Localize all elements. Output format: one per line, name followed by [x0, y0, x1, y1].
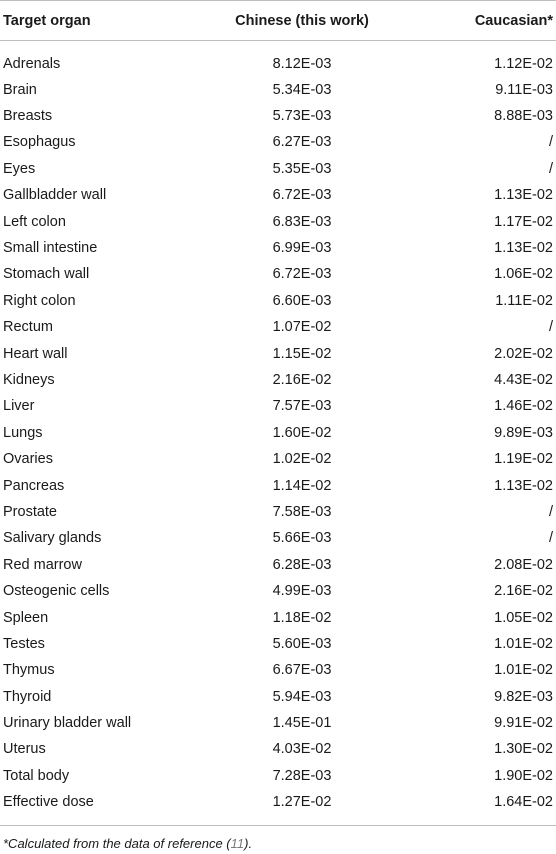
header-row: [0, 1, 556, 41]
cell-target-organ: Stomach wall: [3, 266, 90, 283]
header-chinese: Chinese (this work): [235, 12, 369, 29]
table-row: [0, 235, 556, 261]
cell-chinese-value: 7.28E-03: [272, 767, 332, 784]
cell-caucasian-value: 1.13E-02: [494, 477, 553, 494]
cell-chinese-value: 8.12E-03: [272, 55, 332, 72]
table-row: [0, 340, 556, 366]
cell-target-organ: Rectum: [3, 319, 53, 336]
table-row: [0, 182, 556, 208]
cell-target-organ: Thymus: [3, 662, 55, 679]
cell-chinese-value: 6.28E-03: [272, 556, 332, 573]
cell-caucasian-value: 1.06E-02: [494, 266, 553, 283]
table-row: [0, 789, 556, 815]
cell-caucasian-value: 2.02E-02: [494, 345, 553, 362]
table-footnote: [0, 826, 556, 851]
footnote-prefix: *Calculated from the data of reference (: [3, 836, 231, 852]
cell-target-organ: Ovaries: [3, 451, 53, 468]
footnote-suffix: ).: [244, 836, 253, 852]
cell-caucasian-value: 9.82E-03: [494, 688, 553, 705]
cell-target-organ: Breasts: [3, 108, 53, 125]
cell-target-organ: Pancreas: [3, 477, 65, 494]
cell-target-organ: Gallbladder wall: [3, 187, 107, 204]
table-row: [0, 314, 556, 340]
cell-chinese-value: 1.60E-02: [272, 424, 332, 441]
cell-chinese-value: 6.83E-03: [272, 213, 332, 230]
cell-caucasian-value: 1.13E-02: [494, 240, 553, 257]
cell-caucasian-value: /: [548, 160, 553, 177]
footnote-reference-link[interactable]: 11: [230, 836, 245, 852]
cell-target-organ: Adrenals: [3, 55, 61, 72]
cell-caucasian-value: 1.19E-02: [494, 451, 553, 468]
cell-chinese-value: 5.94E-03: [272, 688, 332, 705]
cell-target-organ: Prostate: [3, 503, 57, 520]
cell-target-organ: Small intestine: [3, 240, 98, 257]
cell-chinese-value: 5.66E-03: [272, 530, 332, 547]
cell-target-organ: Urinary bladder wall: [3, 715, 132, 732]
cell-chinese-value: 5.35E-03: [272, 160, 332, 177]
cell-caucasian-value: 1.01E-02: [494, 635, 553, 652]
cell-caucasian-value: 1.17E-02: [494, 213, 553, 230]
cell-target-organ: Red marrow: [3, 556, 82, 573]
table-row: [0, 288, 556, 314]
cell-chinese-value: 1.45E-01: [272, 715, 332, 732]
table-row: [0, 525, 556, 551]
table-row: [0, 103, 556, 129]
table-row: [0, 420, 556, 446]
cell-caucasian-value: 9.11E-03: [495, 81, 553, 98]
cell-target-organ: Total body: [3, 767, 70, 784]
cell-caucasian-value: 9.91E-02: [494, 715, 553, 732]
cell-caucasian-value: 8.88E-03: [494, 108, 553, 125]
table-row: [0, 129, 556, 155]
cell-caucasian-value: 2.16E-02: [494, 583, 553, 600]
table-row: [0, 657, 556, 683]
cell-target-organ: Lungs: [3, 424, 43, 441]
cell-caucasian-value: /: [548, 319, 553, 336]
cell-target-organ: Right colon: [3, 292, 76, 309]
cell-chinese-value: 6.72E-03: [272, 266, 332, 283]
table-row: [0, 578, 556, 604]
cell-chinese-value: 6.67E-03: [272, 662, 332, 679]
cell-caucasian-value: 1.11E-02: [495, 292, 553, 309]
cell-chinese-value: 7.57E-03: [272, 398, 332, 415]
cell-target-organ: Kidneys: [3, 371, 55, 388]
cell-target-organ: Spleen: [3, 609, 49, 626]
cell-caucasian-value: 1.64E-02: [494, 794, 553, 811]
table-row: [0, 156, 556, 182]
cell-target-organ: Left colon: [3, 213, 66, 230]
table-row: [0, 77, 556, 103]
cell-caucasian-value: 2.08E-02: [494, 556, 553, 573]
cell-caucasian-value: 1.90E-02: [494, 767, 553, 784]
cell-chinese-value: 1.15E-02: [272, 345, 332, 362]
table-row: [0, 683, 556, 709]
cell-chinese-value: 2.16E-02: [272, 371, 332, 388]
table-row: [0, 604, 556, 630]
table-row: [0, 367, 556, 393]
cell-target-organ: Uterus: [3, 741, 46, 758]
cell-chinese-value: 6.99E-03: [272, 240, 332, 257]
table-row: [0, 393, 556, 419]
cell-caucasian-value: 4.43E-02: [494, 371, 553, 388]
cell-target-organ: Esophagus: [3, 134, 76, 151]
cell-caucasian-value: 1.30E-02: [494, 741, 553, 758]
cell-chinese-value: 5.34E-03: [272, 81, 332, 98]
header-target-organ: Target organ: [3, 12, 91, 29]
cell-caucasian-value: 9.89E-03: [494, 424, 553, 441]
cell-target-organ: Brain: [3, 81, 37, 98]
cell-caucasian-value: 1.05E-02: [494, 609, 553, 626]
table-row: [0, 41, 556, 77]
cell-target-organ: Eyes: [3, 160, 36, 177]
cell-target-organ: Heart wall: [3, 345, 68, 362]
table-row: [0, 631, 556, 657]
cell-caucasian-value: /: [548, 530, 553, 547]
cell-target-organ: Effective dose: [3, 794, 94, 811]
table-row: [0, 446, 556, 472]
cell-chinese-value: 1.07E-02: [272, 319, 332, 336]
table-row: [0, 499, 556, 525]
table-header: [0, 1, 556, 41]
cell-chinese-value: 5.73E-03: [272, 108, 332, 125]
cell-chinese-value: 6.72E-03: [272, 187, 332, 204]
table-row: [0, 710, 556, 736]
cell-chinese-value: 1.14E-02: [272, 477, 332, 494]
cell-target-organ: Osteogenic cells: [3, 583, 110, 600]
cell-target-organ: Thyroid: [3, 688, 52, 705]
cell-chinese-value: 4.99E-03: [272, 583, 332, 600]
table-body: [0, 41, 556, 816]
table-row: [0, 208, 556, 234]
cell-caucasian-value: /: [548, 134, 553, 151]
table-row: [0, 472, 556, 498]
cell-caucasian-value: 1.13E-02: [494, 187, 553, 204]
cell-caucasian-value: /: [548, 503, 553, 520]
cell-chinese-value: 7.58E-03: [272, 503, 332, 520]
cell-target-organ: Testes: [3, 635, 45, 652]
header-caucasian: Caucasian*: [474, 12, 553, 29]
cell-caucasian-value: 1.46E-02: [494, 398, 553, 415]
cell-chinese-value: 5.60E-03: [272, 635, 332, 652]
cell-target-organ: Liver: [3, 398, 35, 415]
cell-chinese-value: 6.27E-03: [272, 134, 332, 151]
cell-caucasian-value: 1.12E-02: [494, 55, 553, 72]
cell-chinese-value: 1.27E-02: [272, 794, 332, 811]
table-row: [0, 736, 556, 762]
cell-caucasian-value: 1.01E-02: [494, 662, 553, 679]
cell-chinese-value: 4.03E-02: [272, 741, 332, 758]
cell-target-organ: Salivary glands: [3, 530, 102, 547]
cell-chinese-value: 6.60E-03: [272, 292, 332, 309]
table-row: [0, 261, 556, 287]
cell-chinese-value: 1.18E-02: [272, 609, 332, 626]
table-row: [0, 552, 556, 578]
cell-chinese-value: 1.02E-02: [272, 451, 332, 468]
table-row: [0, 763, 556, 789]
